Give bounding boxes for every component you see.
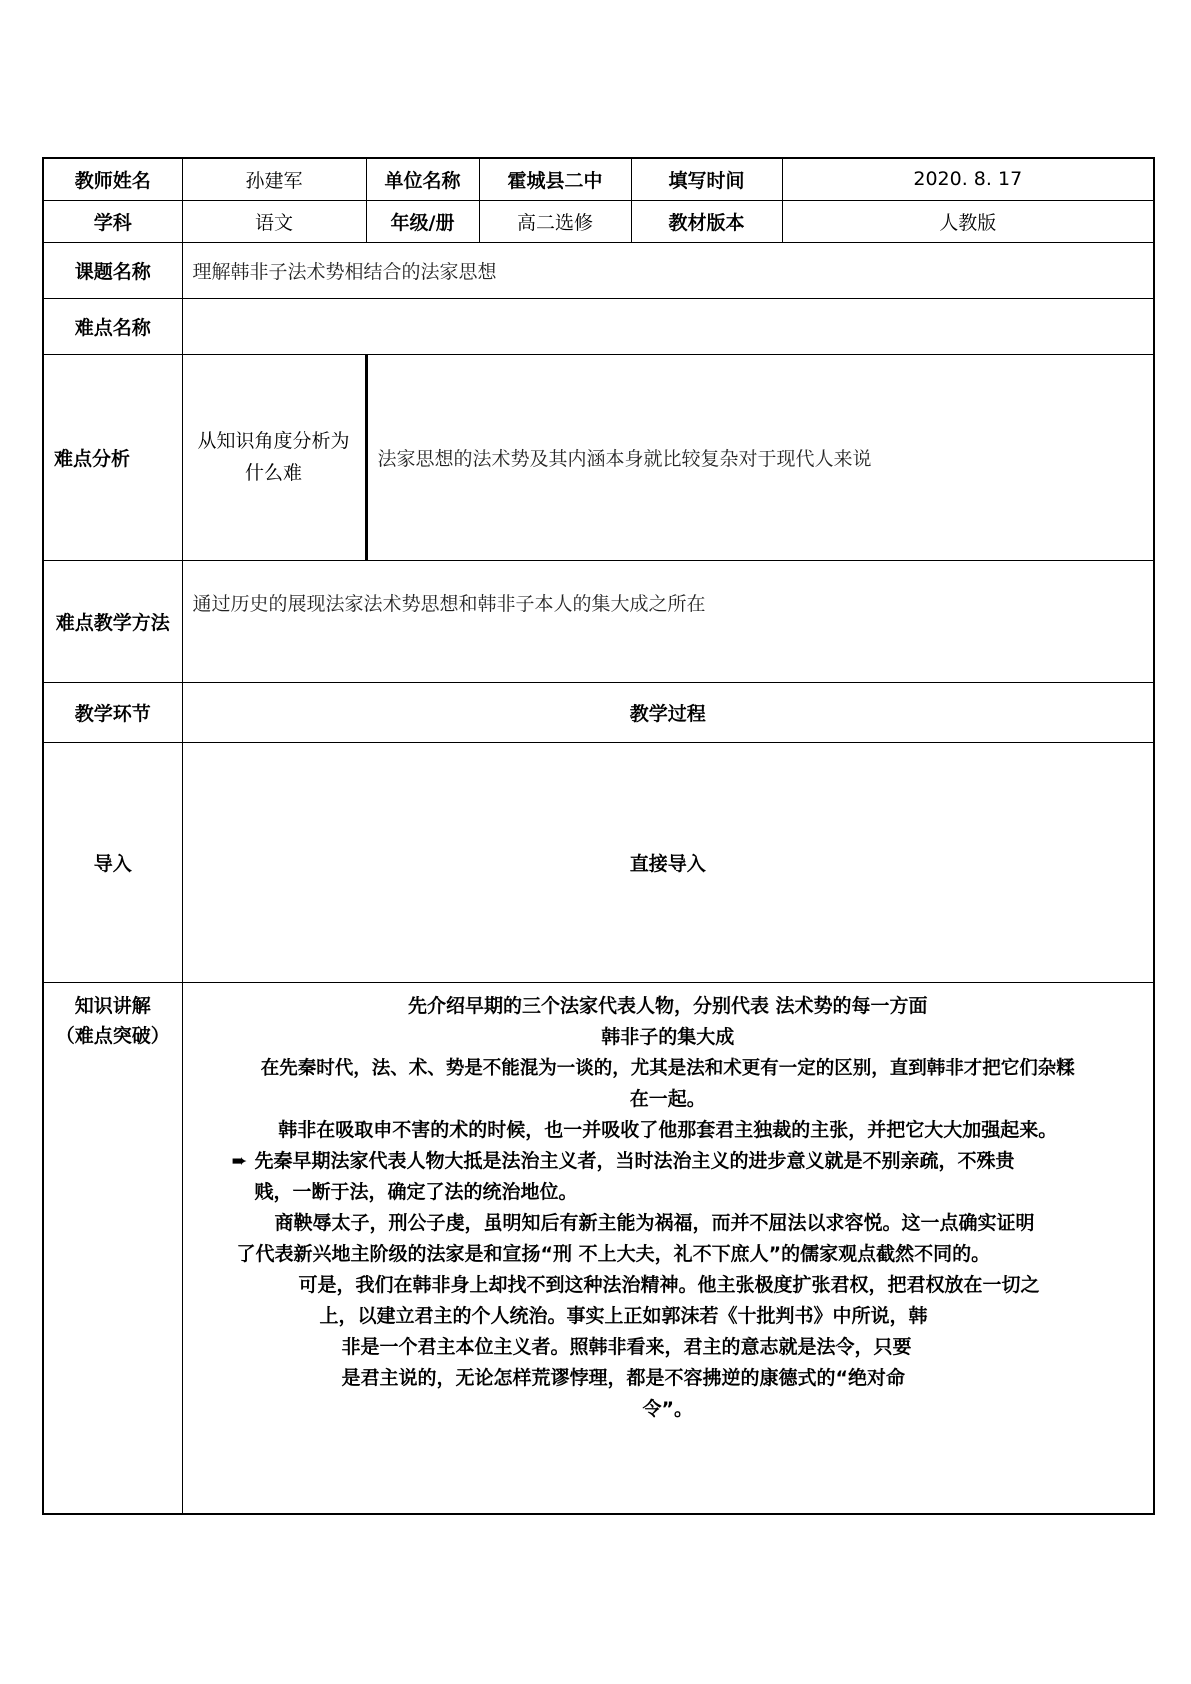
knowledge-line-12: 非是一个君主本位主义者。照韩非看来，君主的意志就是法令，只要 [341, 1335, 912, 1358]
knowledge-line-9: 了代表新兴地主阶级的法家是和宣扬“刑 不上大夫，礼不下庶人”的儒家观点截然不同的。 [236, 1242, 991, 1265]
knowledge-line-3: 在先秦时代，法、术、势是不能混为一谈的，尤其是法和术更有一定的区别，直到韩非才把它们杂糅 [260, 1057, 1075, 1079]
difficulty-name-value [182, 298, 1154, 354]
intro-value: 直接导入 [182, 742, 1154, 982]
knowledge-line-2: 韩非子的集大成 [601, 1025, 735, 1048]
knowledge-line-13: 是君主说的，无论怎样荒谬悖理，都是不容拂逆的康德式的“绝对命 [341, 1366, 905, 1389]
difficulty-name-row [43, 298, 1154, 354]
knowledge-line-4: 在一起。 [629, 1087, 706, 1110]
difficulty-analysis-label: 难点分析 [43, 354, 182, 560]
topic-value: 理解韩非子法术势相结合的法家思想 [182, 242, 1154, 298]
fill-date-value: 2020. 8. 17 [782, 158, 1154, 200]
teaching-method-label: 难点教学方法 [43, 560, 182, 682]
knowledge-body [183, 983, 1154, 1425]
intro-label: 导入 [43, 742, 182, 982]
grade-label: 年级/册 [366, 200, 479, 242]
difficulty-name-label: 难点名称 [43, 298, 182, 354]
knowledge-line-11: 上，以建立君主的个人统治。事实上正如郭沫若《十批判书》中所说，韩 [319, 1304, 928, 1327]
lesson-plan-table [42, 157, 1155, 1515]
subject-label: 学科 [43, 200, 182, 242]
teacher-name-value: 孙建军 [182, 158, 366, 200]
unit-name-value: 霍城县二中 [479, 158, 631, 200]
header-row-2 [43, 200, 1154, 242]
knowledge-line-6: 先秦早期法家代表人物大抵是法治主义者，当时法治主义的进步意义就是不别亲疏，不殊贵 [254, 1149, 1015, 1172]
knowledge-row [43, 982, 1154, 1514]
knowledge-sublabel: （难点突破） [55, 1024, 170, 1047]
teaching-process-header: 教学过程 [182, 682, 1154, 742]
fill-date-label: 填写时间 [631, 158, 782, 200]
knowledge-label: 知识讲解 [74, 994, 151, 1017]
difficulty-analysis-value: 法家思想的法术势及其内涵本身就比较复杂对于现代人来说 [366, 354, 1154, 560]
knowledge-line-7: 贱，一断于法，确定了法的统治地位。 [254, 1180, 578, 1203]
topic-row [43, 242, 1154, 298]
knowledge-line-10: 可是，我们在韩非身上却找不到这种法治精神。他主张极度扩张君权，把君权放在一切之 [298, 1273, 1040, 1296]
topic-label: 课题名称 [43, 242, 182, 298]
edition-label: 教材版本 [631, 200, 782, 242]
knowledge-line-5: 韩非在吸取申不害的术的时候，也一并吸收了他那套君主独裁的主张，并把它大大加强起来。 [278, 1118, 1058, 1141]
arrow-bullet-icon: ➨ [231, 1149, 248, 1172]
knowledge-line-8: 商鞅辱太子，刑公子虔，虽明知后有新主能为祸福，而并不屈法以求容悦。这一点确实证明 [274, 1211, 1035, 1234]
teaching-method-value: 通过历史的展现法家法术势思想和韩非子本人的集大成之所在 [182, 560, 1154, 682]
grade-value: 高二选修 [479, 200, 631, 242]
teaching-stage-header: 教学环节 [43, 682, 182, 742]
difficulty-analysis-row [43, 354, 1154, 560]
knowledge-line-14: 令”。 [642, 1397, 693, 1420]
teaching-method-row [43, 560, 1154, 682]
difficulty-analysis-sublabel: 从知识角度分析为什么难 [182, 354, 366, 560]
knowledge-bullet-item [195, 1146, 1142, 1177]
teacher-name-label: 教师姓名 [43, 158, 182, 200]
process-header-row [43, 682, 1154, 742]
knowledge-content-cell [182, 982, 1154, 1514]
knowledge-label-cell [43, 982, 182, 1514]
edition-value: 人教版 [782, 200, 1154, 242]
unit-name-label: 单位名称 [366, 158, 479, 200]
subject-value: 语文 [182, 200, 366, 242]
header-row-1 [43, 158, 1154, 200]
intro-row [43, 742, 1154, 982]
lesson-plan-document [42, 157, 1153, 1515]
knowledge-line-1: 先介绍早期的三个法家代表人物，分别代表 法术势的每一方面 [407, 994, 928, 1017]
